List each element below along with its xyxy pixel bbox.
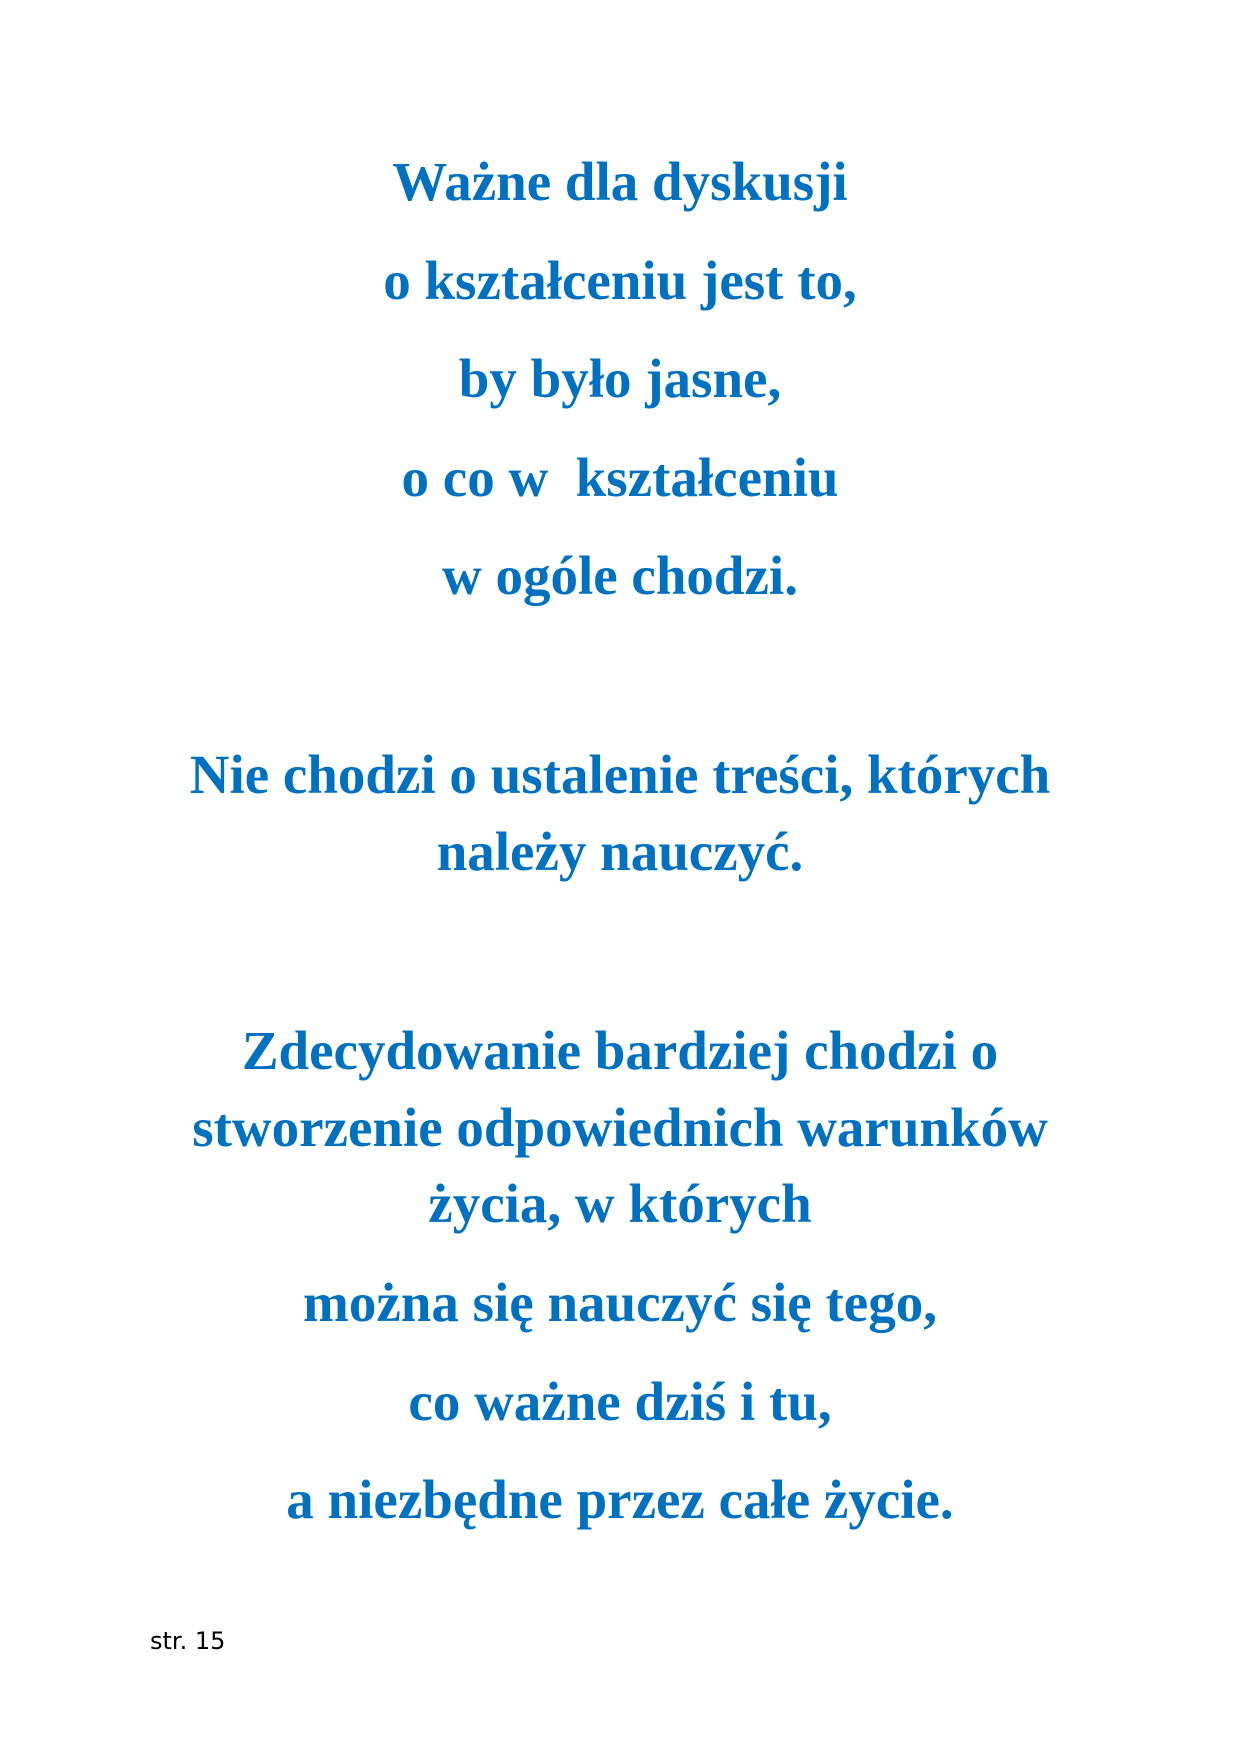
- paragraph-2-line-2: należy nauczyć.: [436, 821, 804, 882]
- page-number: str. 15: [150, 1627, 226, 1655]
- paragraph-3-line-5: co ważne dziś i tu,: [408, 1371, 832, 1432]
- paragraph-1-line-5: w ogóle chodzi.: [442, 545, 798, 606]
- paragraph-2-line-1: Nie chodzi o ustalenie treści, których: [189, 744, 1051, 805]
- paragraph-3-line-6: a niezbędne przez całe życie.: [286, 1469, 954, 1530]
- paragraph-1-line-1: Ważne dla dyskusji: [392, 151, 848, 212]
- paragraph-3-line-2: stworzenie odpowiednich warunków: [192, 1097, 1048, 1158]
- paragraph-3-line-1: Zdecydowanie bardziej chodzi o: [241, 1020, 999, 1081]
- paragraph-1-line-4: o co w kształceniu: [401, 447, 839, 508]
- paragraph-3-line-4: można się nauczyć się tego,: [303, 1272, 937, 1333]
- paragraph-1-line-3: by było jasne,: [458, 348, 782, 409]
- paragraph-3-line-3: życia, w których: [428, 1173, 812, 1234]
- paragraph-1-line-2: o kształceniu jest to,: [383, 250, 857, 311]
